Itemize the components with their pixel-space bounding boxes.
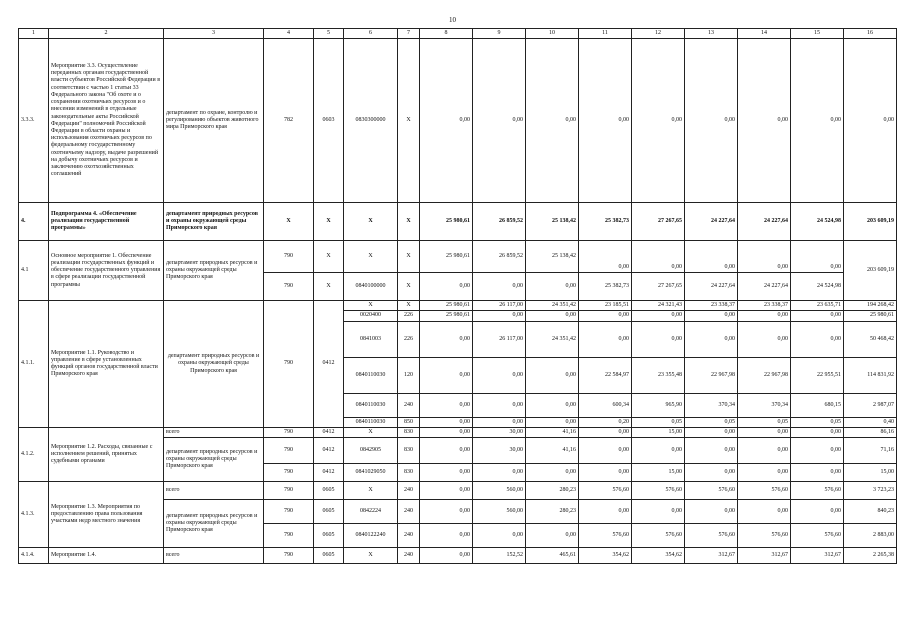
page-number: 10 [449, 16, 456, 24]
cell-value: 24 227,64 [685, 273, 738, 301]
cell-value: 23 355,48 [632, 357, 685, 393]
cell-value: 0,00 [632, 311, 685, 321]
cell-value: 25 980,61 [420, 301, 473, 311]
cell-csr: X [344, 203, 398, 241]
cell-value: 25 382,73 [579, 203, 632, 241]
cell-value: 24 227,64 [738, 203, 791, 241]
cell-value: 0,00 [632, 438, 685, 464]
cell-rzpr: 0412 [314, 438, 344, 464]
cell-value: 203 609,19 [844, 203, 897, 241]
cell-value: 25 138,42 [526, 241, 579, 273]
cell-value: 26 859,52 [473, 203, 526, 241]
cell-value: 600,34 [579, 393, 632, 417]
cell-csr: 0841003 [344, 321, 398, 357]
column-header: 9 [473, 29, 526, 39]
budget-table [18, 28, 897, 564]
cell-value: 0,00 [738, 438, 791, 464]
cell-vr: X [398, 241, 420, 273]
cell-value: 2 883,00 [844, 524, 897, 548]
cell-value: 0,00 [473, 524, 526, 548]
cell-value: 0,00 [791, 438, 844, 464]
cell-value: 0,05 [685, 417, 738, 427]
cell-value: 24 227,64 [738, 273, 791, 301]
cell-rzpr: 0605 [314, 548, 344, 564]
cell-value: 965,90 [632, 393, 685, 417]
cell-value: 0,00 [685, 500, 738, 524]
cell-value: 0,00 [526, 311, 579, 321]
cell-value: 0,00 [791, 311, 844, 321]
cell-vr: 120 [398, 357, 420, 393]
cell-value: 0,00 [791, 241, 844, 273]
cell-value: 23 338,37 [685, 301, 738, 311]
cell-value: 41,16 [526, 438, 579, 464]
cell-value: 0,00 [632, 241, 685, 273]
column-header: 5 [314, 29, 344, 39]
cell-vr: 226 [398, 321, 420, 357]
cell-value: 152,52 [473, 548, 526, 564]
cell-csr: X [344, 427, 398, 437]
cell-csr: X [344, 301, 398, 311]
cell-value: 0,00 [791, 500, 844, 524]
cell-value: 0,00 [526, 417, 579, 427]
cell-value: 30,00 [473, 438, 526, 464]
cell-value: 194 268,42 [844, 301, 897, 311]
cell-vr: 830 [398, 438, 420, 464]
row-name: Мероприятие 1.2. Расходы, связанные с исполнением решений, принятых судебными органами [49, 427, 164, 481]
cell-value: 0,00 [420, 524, 473, 548]
cell-value: 312,67 [791, 548, 844, 564]
cell-value: 0,05 [791, 417, 844, 427]
cell-rzpr: 0412 [314, 427, 344, 437]
cell-csr: X [344, 548, 398, 564]
cell-value: 0,00 [685, 427, 738, 437]
cell-grbs: 790 [264, 548, 314, 564]
cell-value: 0,05 [632, 417, 685, 427]
table-row [19, 427, 897, 437]
cell-value: 0,40 [844, 417, 897, 427]
cell-value: 0,00 [526, 393, 579, 417]
cell-grbs: 790 [264, 464, 314, 482]
cell-rzpr: 0412 [314, 464, 344, 482]
cell-value: 25 980,61 [420, 241, 473, 273]
cell-value: 0,00 [738, 39, 791, 203]
cell-value: 0,00 [526, 357, 579, 393]
cell-value: 0,00 [579, 427, 632, 437]
cell-value: 26 859,52 [473, 241, 526, 273]
row-id: 4.1 [19, 241, 49, 301]
cell-value: 0,00 [420, 393, 473, 417]
cell-value: 0,00 [473, 273, 526, 301]
cell-value: 24 321,43 [632, 301, 685, 311]
cell-value: 0,00 [473, 39, 526, 203]
cell-rzpr: 0412 [314, 301, 344, 428]
row-executor: департамент природных ресурсов и охраны окружающей среды Приморского края [164, 203, 264, 241]
cell-value: 25 138,42 [526, 203, 579, 241]
cell-value: 114 831,92 [844, 357, 897, 393]
cell-value: 0,00 [473, 464, 526, 482]
cell-value: 30,00 [473, 427, 526, 437]
cell-value: 0,00 [420, 39, 473, 203]
column-header: 16 [844, 29, 897, 39]
cell-value: 576,60 [685, 482, 738, 500]
cell-vr: 240 [398, 393, 420, 417]
cell-value: 560,00 [473, 500, 526, 524]
cell-csr: 0830300000 [344, 39, 398, 203]
cell-value: 0,00 [738, 500, 791, 524]
cell-value: 22 967,98 [738, 357, 791, 393]
column-header: 14 [738, 29, 791, 39]
cell-value: 312,67 [738, 548, 791, 564]
cell-value: 15,00 [632, 464, 685, 482]
cell-value: 0,00 [420, 417, 473, 427]
column-header: 7 [398, 29, 420, 39]
cell-csr: 0840122240 [344, 524, 398, 548]
cell-grbs: 790 [264, 482, 314, 500]
cell-value: 840,23 [844, 500, 897, 524]
cell-value: 370,34 [685, 393, 738, 417]
cell-value: 0,00 [632, 39, 685, 203]
cell-value: 0,00 [420, 438, 473, 464]
cell-value: 0,00 [738, 427, 791, 437]
cell-value: 370,34 [738, 393, 791, 417]
row-id: 3.3.3. [19, 39, 49, 203]
cell-value: 3 723,23 [844, 482, 897, 500]
cell-csr: X [344, 241, 398, 273]
cell-value: 0,00 [420, 500, 473, 524]
cell-value: 0,00 [791, 321, 844, 357]
row-name: Мероприятие 3.3. Осуществление переданных органам государственной власти субъектов Российской Федерации в соответствии с частью 1 статьи 33 Федерального закона "Об охоте и о сохранении охотничьих ресурсов и о внесении изменений в отдельные законодательные акты Российской Федерации" полномочий Российской Федерации в области охраны и использования охотничьих ресурсов по федеральному государственному охотничьему надзору, выдаче разрешений на добычу охотничьих ресурсов и заключению охотхозяйственных соглашений [49, 39, 164, 203]
cell-rzpr: X [314, 273, 344, 301]
table-header-row [19, 29, 897, 39]
column-header: 8 [420, 29, 473, 39]
row-name: Подпрограмма 4. «Обеспечение реализации государственной программы» [49, 203, 164, 241]
cell-value: 0,00 [473, 311, 526, 321]
cell-value: 0,00 [791, 464, 844, 482]
cell-csr: 0840110030 [344, 393, 398, 417]
cell-grbs: 790 [264, 273, 314, 301]
cell-value: 0,00 [579, 311, 632, 321]
cell-value: 22 967,98 [685, 357, 738, 393]
cell-total: 203 609,19 [844, 241, 897, 301]
cell-value: 0,00 [579, 321, 632, 357]
cell-value: 0,00 [791, 39, 844, 203]
cell-value: 0,00 [420, 427, 473, 437]
cell-value: 0,00 [738, 321, 791, 357]
column-header: 12 [632, 29, 685, 39]
cell-grbs: X [264, 203, 314, 241]
cell-value: 576,60 [579, 524, 632, 548]
cell-grbs: 790 [264, 241, 314, 273]
table-row [19, 301, 897, 311]
cell-value: 576,60 [579, 482, 632, 500]
cell-value: 0,00 [685, 241, 738, 273]
cell-value: 0,00 [526, 273, 579, 301]
cell-rzpr: 0605 [314, 524, 344, 548]
row-id: 4.1.1. [19, 301, 49, 428]
cell-grbs: 782 [264, 39, 314, 203]
cell-value: 15,00 [632, 427, 685, 437]
table-row [19, 39, 897, 203]
cell-value: 0,00 [579, 241, 632, 273]
row-executor: департамент природных ресурсов и охраны окружающей среды Приморского края [164, 438, 264, 482]
cell-csr: 0842905 [344, 438, 398, 464]
cell-value: 0,00 [685, 311, 738, 321]
column-header: 11 [579, 29, 632, 39]
row-id: 4.1.3. [19, 482, 49, 548]
cell-grbs: 790 [264, 524, 314, 548]
cell-vr: 240 [398, 482, 420, 500]
table-row [19, 241, 897, 273]
cell-grbs: 790 [264, 438, 314, 464]
cell-value: 0,00 [473, 393, 526, 417]
column-header: 6 [344, 29, 398, 39]
cell-value: 24 351,42 [526, 321, 579, 357]
row-executor: департамент по охране, контролю и регулированию объектов животного мира Приморского края [164, 39, 264, 203]
cell-value: 23 338,37 [738, 301, 791, 311]
cell-value: 0,00 [685, 438, 738, 464]
row-name: Мероприятие 1.4. [49, 548, 164, 564]
row-executor: всего [164, 548, 264, 564]
cell-value: 0,00 [473, 357, 526, 393]
column-header: 15 [791, 29, 844, 39]
cell-value: 576,60 [738, 524, 791, 548]
cell-value: 0,00 [632, 500, 685, 524]
cell-vr: 240 [398, 500, 420, 524]
cell-value: 354,62 [579, 548, 632, 564]
cell-value: 0,00 [791, 427, 844, 437]
cell-value: 41,16 [526, 427, 579, 437]
cell-value: 23 185,51 [579, 301, 632, 311]
cell-value: 25 980,61 [844, 311, 897, 321]
cell-value: 24 351,42 [526, 301, 579, 311]
column-header: 2 [49, 29, 164, 39]
cell-value: 2 265,38 [844, 548, 897, 564]
column-header: 1 [19, 29, 49, 39]
column-header: 4 [264, 29, 314, 39]
cell-grbs: 790 [264, 427, 314, 437]
table-row [19, 548, 897, 564]
cell-csr: 0840110030 [344, 417, 398, 427]
cell-value: 0,00 [526, 464, 579, 482]
cell-csr: 0842224 [344, 500, 398, 524]
cell-value: 0,05 [738, 417, 791, 427]
cell-rzpr: 0603 [314, 39, 344, 203]
cell-rzpr: X [314, 203, 344, 241]
cell-value: 576,60 [791, 482, 844, 500]
cell-value: 0,00 [579, 464, 632, 482]
cell-value: 25 980,61 [420, 203, 473, 241]
cell-value: 26 117,00 [473, 321, 526, 357]
cell-value: 25 382,73 [579, 273, 632, 301]
cell-vr: 850 [398, 417, 420, 427]
cell-value: 0,00 [420, 321, 473, 357]
cell-csr: X [344, 482, 398, 500]
row-id: 4. [19, 203, 49, 241]
cell-csr: 0840110030 [344, 357, 398, 393]
row-name: Мероприятие 1.3. Мероприятия по предоставлению права пользования участками недр местного значения [49, 482, 164, 548]
cell-value: 24 227,64 [685, 203, 738, 241]
cell-value: 0,00 [738, 311, 791, 321]
cell-value: 280,23 [526, 482, 579, 500]
cell-value: 0,00 [632, 321, 685, 357]
row-executor: департамент природных ресурсов и охраны окружающей среды Приморского края [164, 301, 264, 428]
row-executor-total: всего [164, 427, 264, 437]
cell-value: 0,00 [420, 273, 473, 301]
cell-vr: X [398, 39, 420, 203]
cell-vr: 240 [398, 548, 420, 564]
row-executor: департамент природных ресурсов и охраны окружающей среды Приморского края [164, 241, 264, 301]
cell-rzpr: 0605 [314, 500, 344, 524]
row-id: 4.1.4. [19, 548, 49, 564]
row-executor: департамент природных ресурсов и охраны окружающей среды Приморского края [164, 500, 264, 548]
cell-grbs: 790 [264, 301, 314, 428]
table-row [19, 203, 897, 241]
cell-vr: 226 [398, 311, 420, 321]
cell-value: 27 267,65 [632, 203, 685, 241]
cell-csr: 0020400 [344, 311, 398, 321]
cell-vr: X [398, 203, 420, 241]
cell-value: 24 524,98 [791, 203, 844, 241]
cell-value: 0,00 [420, 357, 473, 393]
cell-value: 26 117,00 [473, 301, 526, 311]
cell-value: 560,00 [473, 482, 526, 500]
cell-rzpr: 0605 [314, 482, 344, 500]
cell-value: 22 955,51 [791, 357, 844, 393]
cell-value: 280,23 [526, 500, 579, 524]
cell-vr: X [398, 273, 420, 301]
cell-value: 23 635,71 [791, 301, 844, 311]
cell-value: 0,00 [579, 39, 632, 203]
cell-value: 71,16 [844, 438, 897, 464]
row-name: Мероприятие 1.1. Руководство и управление в сфере установленных функций органов государственной власти Приморского края [49, 301, 164, 428]
cell-value: 0,00 [738, 241, 791, 273]
cell-grbs: 790 [264, 500, 314, 524]
cell-value: 0,00 [685, 39, 738, 203]
cell-rzpr: X [314, 241, 344, 273]
cell-value: 27 267,65 [632, 273, 685, 301]
cell-value: 0,00 [420, 482, 473, 500]
column-header: 10 [526, 29, 579, 39]
cell-value: 0,20 [579, 417, 632, 427]
cell-value: 25 980,61 [420, 311, 473, 321]
cell-value: 2 987,07 [844, 393, 897, 417]
column-header: 3 [164, 29, 264, 39]
cell-value: 15,00 [844, 464, 897, 482]
cell-value: 576,60 [791, 524, 844, 548]
cell-value: 22 584,97 [579, 357, 632, 393]
cell-value: 0,00 [473, 417, 526, 427]
cell-value: 576,60 [685, 524, 738, 548]
cell-value: 0,00 [685, 464, 738, 482]
cell-value: 0,00 [420, 464, 473, 482]
row-id: 4.1.2. [19, 427, 49, 481]
cell-value: 0,00 [685, 321, 738, 357]
cell-value: 0,00 [844, 39, 897, 203]
cell-value: 0,00 [579, 500, 632, 524]
cell-value: 86,16 [844, 427, 897, 437]
cell-value: 50 468,42 [844, 321, 897, 357]
row-executor-total: всего [164, 482, 264, 500]
cell-csr: 0840100000 [344, 273, 398, 301]
cell-value: 0,00 [526, 524, 579, 548]
cell-value: 312,67 [685, 548, 738, 564]
cell-value: 0,00 [526, 39, 579, 203]
cell-value: 680,15 [791, 393, 844, 417]
cell-value: 0,00 [420, 548, 473, 564]
cell-value: 24 524,98 [791, 273, 844, 301]
cell-vr: 240 [398, 524, 420, 548]
cell-value: 576,60 [632, 482, 685, 500]
column-header: 13 [685, 29, 738, 39]
cell-value: 576,60 [632, 524, 685, 548]
cell-vr: X [398, 301, 420, 311]
cell-value: 354,62 [632, 548, 685, 564]
cell-vr: 830 [398, 427, 420, 437]
cell-value: 0,00 [579, 438, 632, 464]
cell-value: 576,60 [738, 482, 791, 500]
cell-value: 0,00 [738, 464, 791, 482]
table-row [19, 482, 897, 500]
cell-value: 465,61 [526, 548, 579, 564]
row-name: Основное мероприятие 1. Обеспечение реализации государственных функций и обеспечение государственного управления в сфере реализации государственной программы [49, 241, 164, 301]
cell-vr: 830 [398, 464, 420, 482]
cell-csr: 0841029050 [344, 464, 398, 482]
